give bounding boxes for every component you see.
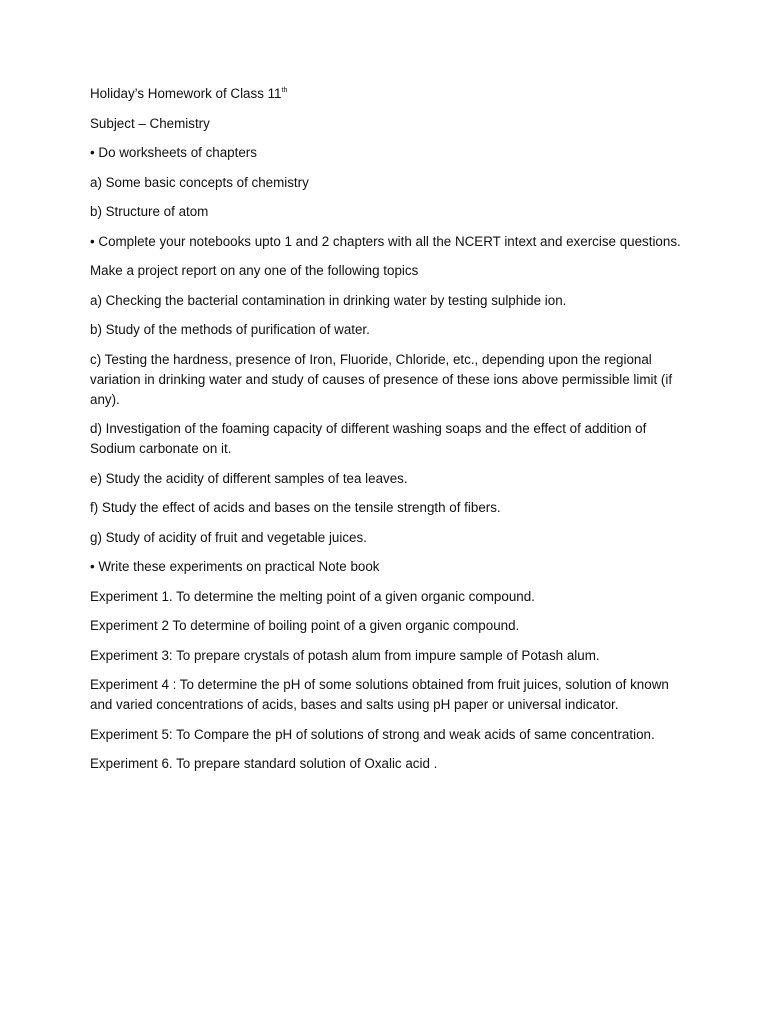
worksheets-heading: • Do worksheets of chapters	[90, 145, 257, 160]
experiment-1: Experiment 1. To determine the melting point of a given organic compound.	[90, 588, 535, 604]
project-heading: Make a project report on any one of the following topics	[90, 263, 419, 278]
subject-line: Subject – Chemistry	[90, 115, 210, 131]
experiment-6: Experiment 6. To prepare standard solution of Oxalic acid .	[90, 756, 438, 771]
project-topic-b: b) Study of the methods of purification of water.	[90, 322, 370, 337]
experiment-4: Experiment 4 : To determine the pH of some solutions obtained from fruit juices, solution of known and varied concentrations of acids, bases and salts using pH paper or universal indicator.	[90, 677, 669, 712]
title-text: Holiday’s Homework of Class 11	[90, 86, 282, 101]
project-topic-e: e) Study the acidity of different samples of tea leaves.	[90, 470, 408, 486]
notebook-instruction: • Complete your notebooks upto 1 and 2 chapters with all the NCERT intext and exercise questions.	[90, 233, 681, 249]
worksheet-chapter-b: b) Structure of atom	[90, 204, 209, 219]
project-topic-f: f) Study the effect of acids and bases on the tensile strength of fibers.	[90, 500, 501, 515]
project-topic-d: d) Investigation of the foaming capacity of different washing soaps and the effect of addition of Sodium carbonate on it.	[90, 421, 647, 456]
experiment-2: Experiment 2 To determine of boiling point of a given organic compound.	[90, 618, 520, 633]
project-topic-g: g) Study of acidity of fruit and vegetable juices.	[90, 529, 367, 545]
project-topic-a: a) Checking the bacterial contamination in drinking water by testing sulphide ion.	[90, 292, 567, 308]
document-title	[90, 84, 690, 104]
worksheet-chapter-a: a) Some basic concepts of chemistry	[90, 174, 309, 190]
document-page	[90, 84, 690, 784]
experiment-3: Experiment 3: To prepare crystals of potash alum from impure sample of Potash alum.	[90, 647, 600, 663]
practical-heading: • Write these experiments on practical Note book	[90, 559, 380, 574]
project-topic-c: c) Testing the hardness, presence of Iron, Fluoride, Chloride, etc., depending upon the regional variation in drinking water and study of causes of presence of these ions above permissible limit (if any).	[90, 351, 673, 407]
title-superscript: th	[281, 87, 288, 94]
experiment-5: Experiment 5: To Compare the pH of solutions of strong and weak acids of same concentration.	[90, 726, 655, 742]
